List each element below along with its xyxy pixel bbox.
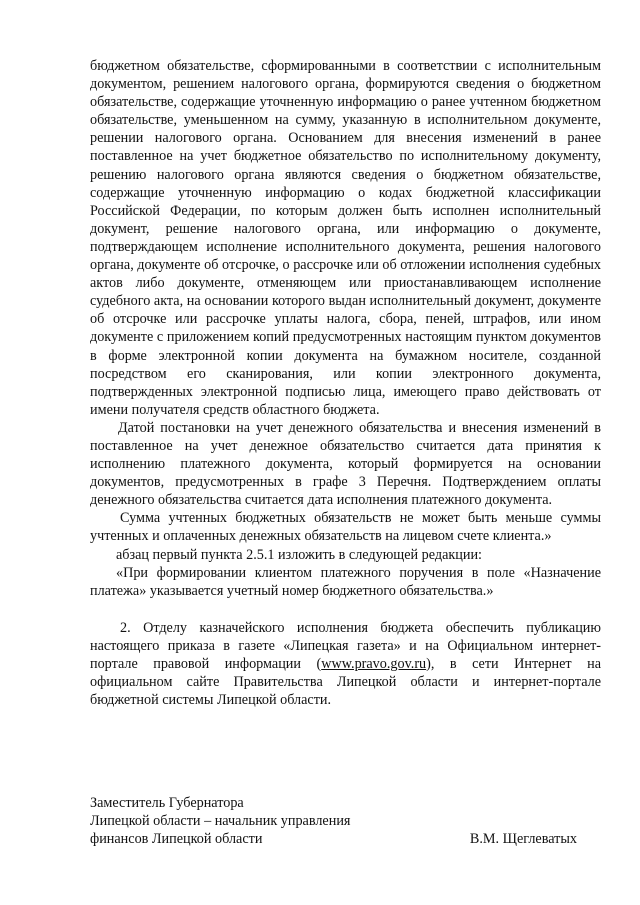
signature-position-line-2: Липецкой области – начальник управления	[90, 813, 351, 830]
section-2-text-after: ), в сети Интернет на официальном сайте Правительства Липецкой области и интернет-портале бюджетной системы Липецкой области.	[90, 656, 601, 709]
paragraph-obligation-sum: Сумма учтенных бюджетных обязательств не может быть меньше суммы учтенных и оплаченных денежных обязательств на лицевом счете клиента.»	[90, 510, 601, 545]
signature-position-line-3: финансов Липецкой области	[90, 831, 263, 848]
paragraph-amendment-intro: абзац первый пункта 2.5.1 изложить в следующей редакции:	[116, 546, 482, 563]
signatory-name: В.М. Щеглеватых	[469, 831, 577, 848]
paragraph-obligation-basis: бюджетном обязательстве, сформированными в соответствии с исполнительным документом, решением налогового органа, формируются сведения о бюджетном обязательстве, содержащие уточненную информацию о ранее учтенном бюджетном обязательстве, уменьшенном на сумму, указанную в исполнительном документе, решении налогового органа. Основанием для внесения изменений в ранее поставленное на учет бюджетное обязательство по исполнительному документу, решению налогового органа являются сведения о бюджетном обязательстве, содержащие уточненную информацию о кодах бюджетной классификации Российской Федерации, по которым должен быть исполнен исполнительный документ, решение налогового органа, или информацию о документе, подтверждающем исполнение исполнительного документа, решения налогового органа, документе об отсрочке, о рассрочке или об отложении исполнения судебных актов либо документе, отменяющем или приостанавливающем исполнение судебного акта, на основании которого выдан исполнительный документ, документе об отсрочке или рассрочке уплаты налога, сбора, пеней, штрафов, или ином документе с приложением копий предусмотренных настоящим пунктом документов в форме электронной копии документа на бумажном носителе, созданной посредством его сканирования, или копии электронного документа, подтвержденных электронной подписью лица, имеющего право действовать от имени получателя средств областного бюджета.	[90, 58, 601, 418]
section-2-text-before: 2. Отделу казначейского исполнения бюджета обеспечить публикацию настоящего приказа в газете «Липецкая газета» и на Официальном интернет-портале правовой информации (	[90, 619, 601, 672]
paragraph-payment-purpose: «При формировании клиентом платежного поручения в поле «Назначение платежа» указывается учетный номер бюджетного обязательства.»	[90, 564, 601, 599]
section-2-publication	[90, 619, 601, 709]
document-body	[90, 57, 601, 709]
paragraph-gap	[90, 600, 601, 619]
signature-position-line-1: Заместитель Губернатора	[90, 795, 244, 811]
paragraph-monetary-obligation-date: Датой постановки на учет денежного обязательства и внесения изменений в поставленное на учет денежное обязательство считается дата принятия к исполнению платежного документа, который формируется на основании документов, предусмотренных в графе 3 Перечня. Подтверждением оплаты денежного обязательства считается дата исполнения платежного документа.	[90, 419, 601, 509]
signature-block	[90, 794, 601, 848]
pravo-gov-link[interactable]: www.pravo.gov.ru	[321, 656, 427, 672]
